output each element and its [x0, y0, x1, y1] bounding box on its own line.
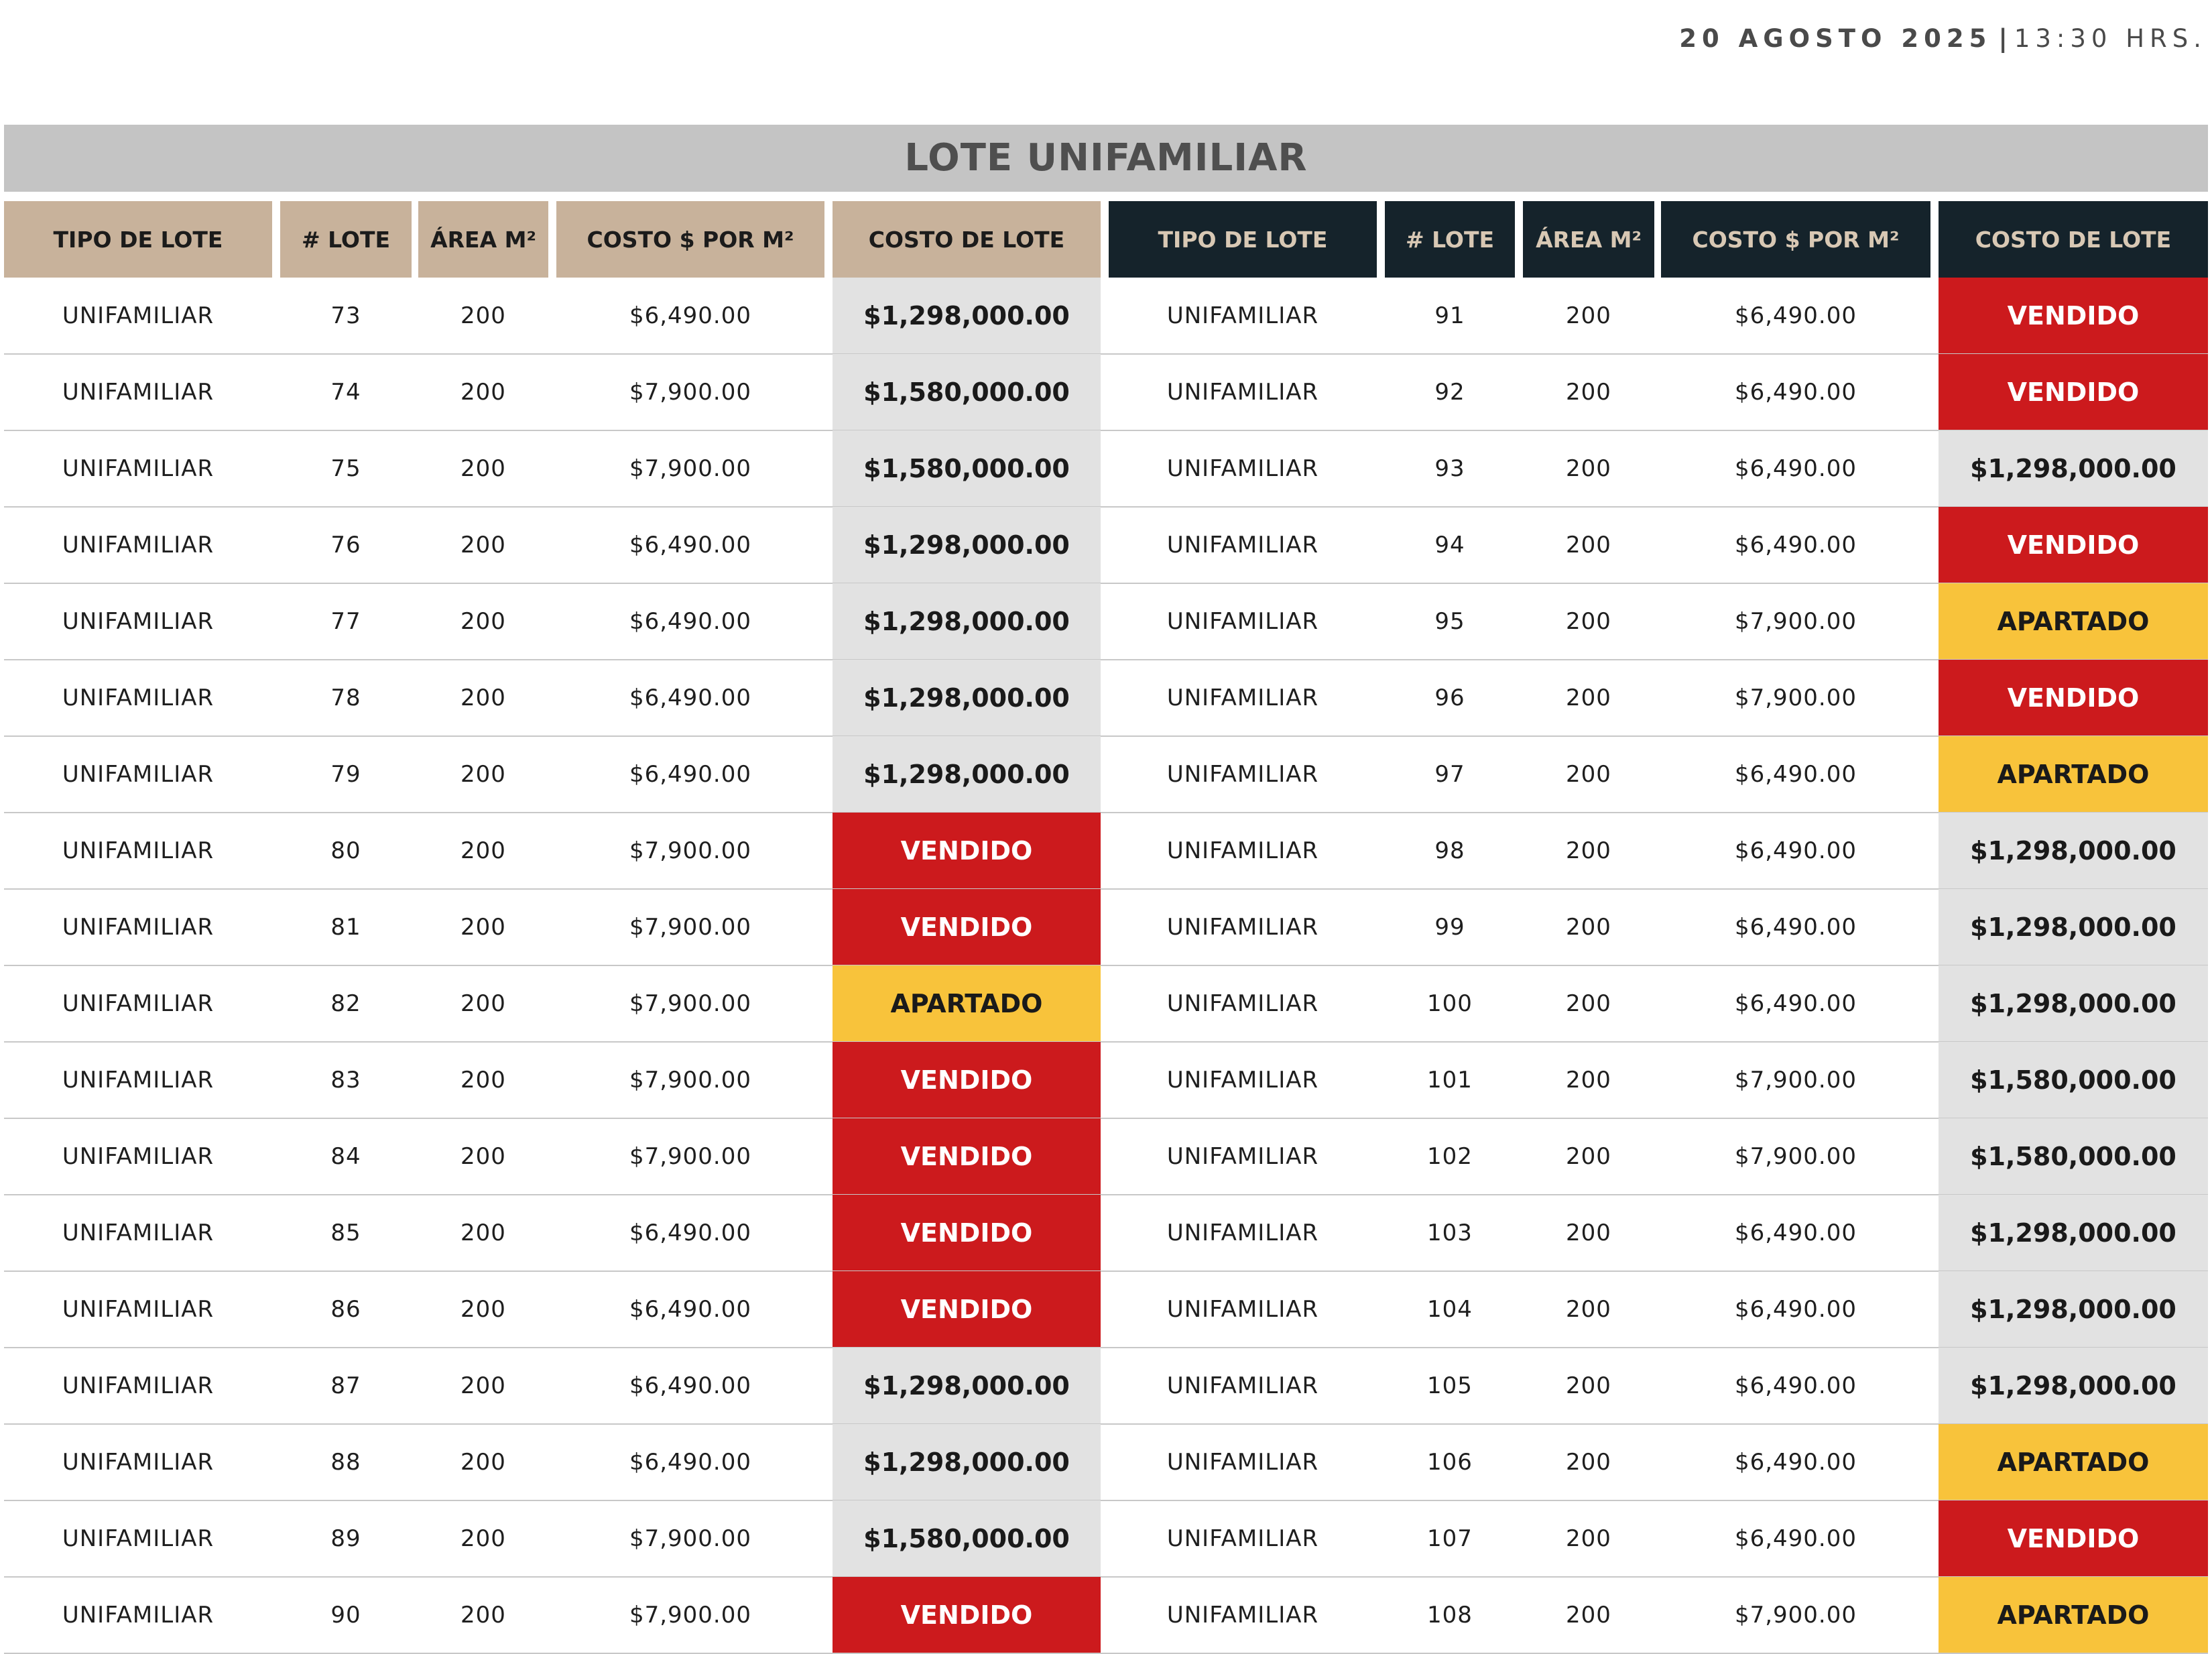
left-cell-tipo: UNIFAMILIAR — [62, 1372, 214, 1399]
right-cell-area: 200 — [1566, 455, 1611, 482]
right-cell-area: 200 — [1566, 1143, 1611, 1170]
left-cell-area: 200 — [460, 761, 506, 788]
left-cell-lote: 82 — [330, 990, 361, 1017]
right-cell-lote: 106 — [1427, 1449, 1473, 1476]
table-row — [4, 1042, 2208, 1118]
left-header-tipo: TIPO DE LOTE — [4, 201, 272, 278]
left-cell-costo-lote: VENDIDO — [833, 1042, 1101, 1118]
right-cell-tipo: UNIFAMILIAR — [1166, 1067, 1319, 1094]
right-cell-costo-m2: $6,490.00 — [1734, 990, 1857, 1017]
right-header-area: ÁREA M² — [1523, 201, 1654, 278]
left-cell-area: 200 — [460, 532, 506, 558]
left-cell-costo-m2: $6,490.00 — [629, 1220, 752, 1246]
right-cell-area: 200 — [1566, 379, 1611, 406]
left-cell-costo-lote: $1,298,000.00 — [833, 736, 1101, 813]
left-cell-costo-lote: $1,298,000.00 — [833, 583, 1101, 660]
left-cell-costo-lote: VENDIDO — [833, 1577, 1101, 1653]
right-cell-costo-lote: $1,298,000.00 — [1939, 889, 2208, 965]
left-cell-tipo: UNIFAMILIAR — [62, 1067, 214, 1094]
right-cell-area: 200 — [1566, 837, 1611, 864]
right-cell-tipo: UNIFAMILIAR — [1166, 379, 1319, 406]
right-cell-area: 200 — [1566, 1525, 1611, 1552]
right-cell-tipo: UNIFAMILIAR — [1166, 1449, 1319, 1476]
left-cell-lote: 90 — [330, 1602, 361, 1629]
left-cell-costo-lote: VENDIDO — [833, 1118, 1101, 1195]
left-cell-tipo: UNIFAMILIAR — [62, 837, 214, 864]
left-cell-costo-m2: $6,490.00 — [629, 761, 752, 788]
left-cell-lote: 78 — [330, 685, 361, 711]
table-row — [4, 736, 2208, 813]
right-cell-costo-lote: $1,298,000.00 — [1939, 1271, 2208, 1348]
left-cell-costo-lote: VENDIDO — [833, 1271, 1101, 1348]
right-cell-lote: 98 — [1434, 837, 1465, 864]
left-cell-costo-m2: $6,490.00 — [629, 302, 752, 329]
left-cell-lote: 81 — [330, 914, 361, 941]
right-cell-area: 200 — [1566, 685, 1611, 711]
left-cell-area: 200 — [460, 1143, 506, 1170]
table-row — [4, 813, 2208, 889]
left-cell-tipo: UNIFAMILIAR — [62, 685, 214, 711]
right-cell-costo-m2: $6,490.00 — [1734, 837, 1857, 864]
right-cell-tipo: UNIFAMILIAR — [1166, 990, 1319, 1017]
table-row — [4, 660, 2208, 736]
left-cell-tipo: UNIFAMILIAR — [62, 455, 214, 482]
left-cell-lote: 79 — [330, 761, 361, 788]
table-row — [4, 1577, 2208, 1653]
right-cell-tipo: UNIFAMILIAR — [1166, 1143, 1319, 1170]
right-cell-lote: 105 — [1427, 1372, 1473, 1399]
left-cell-costo-m2: $7,900.00 — [629, 1525, 752, 1552]
left-cell-costo-m2: $6,490.00 — [629, 532, 752, 558]
right-cell-area: 200 — [1566, 1449, 1611, 1476]
left-cell-area: 200 — [460, 608, 506, 635]
right-cell-tipo: UNIFAMILIAR — [1166, 685, 1319, 711]
table-row — [4, 507, 2208, 583]
left-cell-costo-m2: $7,900.00 — [629, 1067, 752, 1094]
left-cell-costo-m2: $7,900.00 — [629, 1143, 752, 1170]
right-cell-lote: 95 — [1434, 608, 1465, 635]
right-cell-area: 200 — [1566, 608, 1611, 635]
left-cell-lote: 89 — [330, 1525, 361, 1552]
right-cell-costo-lote: $1,298,000.00 — [1939, 813, 2208, 889]
right-cell-lote: 108 — [1427, 1602, 1473, 1629]
right-cell-tipo: UNIFAMILIAR — [1166, 1602, 1319, 1629]
table-row — [4, 1500, 2208, 1577]
right-cell-tipo: UNIFAMILIAR — [1166, 302, 1319, 329]
right-cell-costo-m2: $6,490.00 — [1734, 1449, 1857, 1476]
left-cell-costo-m2: $7,900.00 — [629, 837, 752, 864]
right-cell-costo-m2: $6,490.00 — [1734, 1220, 1857, 1246]
right-cell-costo-lote: $1,580,000.00 — [1939, 1118, 2208, 1195]
right-cell-costo-lote: $1,298,000.00 — [1939, 1348, 2208, 1424]
left-cell-costo-m2: $6,490.00 — [629, 1449, 752, 1476]
table-row — [4, 1348, 2208, 1424]
right-cell-costo-m2: $6,490.00 — [1734, 761, 1857, 788]
right-header-costo-m2: COSTO $ POR M² — [1661, 201, 1930, 278]
right-cell-tipo: UNIFAMILIAR — [1166, 608, 1319, 635]
left-cell-costo-m2: $7,900.00 — [629, 455, 752, 482]
right-cell-costo-m2: $6,490.00 — [1734, 914, 1857, 941]
left-cell-tipo: UNIFAMILIAR — [62, 990, 214, 1017]
left-header-area: ÁREA M² — [418, 201, 548, 278]
right-cell-area: 200 — [1566, 1220, 1611, 1246]
right-cell-area: 200 — [1566, 1296, 1611, 1323]
left-cell-lote: 74 — [330, 379, 361, 406]
left-cell-costo-lote: $1,580,000.00 — [833, 430, 1101, 507]
left-cell-area: 200 — [460, 302, 506, 329]
left-cell-area: 200 — [460, 685, 506, 711]
left-cell-lote: 85 — [330, 1220, 361, 1246]
left-cell-lote: 80 — [330, 837, 361, 864]
left-cell-tipo: UNIFAMILIAR — [62, 1143, 214, 1170]
right-cell-lote: 102 — [1427, 1143, 1473, 1170]
left-cell-lote: 88 — [330, 1449, 361, 1476]
report-time: 13:30 HRS. — [2014, 24, 2207, 53]
right-cell-area: 200 — [1566, 1067, 1611, 1094]
right-cell-lote: 100 — [1427, 990, 1473, 1017]
left-cell-area: 200 — [460, 1602, 506, 1629]
right-cell-tipo: UNIFAMILIAR — [1166, 837, 1319, 864]
right-cell-costo-lote: APARTADO — [1939, 1424, 2208, 1500]
right-cell-costo-m2: $6,490.00 — [1734, 302, 1857, 329]
left-cell-tipo: UNIFAMILIAR — [62, 532, 214, 558]
right-cell-costo-m2: $6,490.00 — [1734, 379, 1857, 406]
right-cell-costo-m2: $7,900.00 — [1734, 1067, 1857, 1094]
left-cell-lote: 84 — [330, 1143, 361, 1170]
left-cell-area: 200 — [460, 1525, 506, 1552]
left-cell-lote: 73 — [330, 302, 361, 329]
right-cell-costo-lote: $1,298,000.00 — [1939, 1195, 2208, 1271]
right-cell-costo-lote: VENDIDO — [1939, 354, 2208, 430]
left-cell-tipo: UNIFAMILIAR — [62, 379, 214, 406]
right-cell-costo-m2: $6,490.00 — [1734, 532, 1857, 558]
left-cell-lote: 86 — [330, 1296, 361, 1323]
right-cell-costo-m2: $6,490.00 — [1734, 455, 1857, 482]
table-row — [4, 1195, 2208, 1271]
left-cell-area: 200 — [460, 1220, 506, 1246]
right-cell-lote: 104 — [1427, 1296, 1473, 1323]
left-cell-tipo: UNIFAMILIAR — [62, 1296, 214, 1323]
right-cell-tipo: UNIFAMILIAR — [1166, 1296, 1319, 1323]
table-row — [4, 354, 2208, 430]
right-cell-tipo: UNIFAMILIAR — [1166, 914, 1319, 941]
left-cell-area: 200 — [460, 1296, 506, 1323]
right-cell-costo-m2: $7,900.00 — [1734, 685, 1857, 711]
left-cell-costo-m2: $7,900.00 — [629, 990, 752, 1017]
left-cell-costo-lote: VENDIDO — [833, 1195, 1101, 1271]
right-cell-lote: 96 — [1434, 685, 1465, 711]
date-separator: | — [1998, 24, 2008, 53]
left-cell-area: 200 — [460, 914, 506, 941]
right-cell-costo-lote: $1,298,000.00 — [1939, 430, 2208, 507]
left-cell-costo-lote: $1,298,000.00 — [833, 1348, 1101, 1424]
table-row — [4, 278, 2208, 354]
left-cell-costo-m2: $6,490.00 — [629, 685, 752, 711]
table-row — [4, 430, 2208, 507]
left-cell-tipo: UNIFAMILIAR — [62, 761, 214, 788]
right-cell-lote: 99 — [1434, 914, 1465, 941]
left-cell-costo-lote: VENDIDO — [833, 889, 1101, 965]
table-row — [4, 1424, 2208, 1500]
right-cell-costo-lote: VENDIDO — [1939, 507, 2208, 583]
right-cell-costo-lote: APARTADO — [1939, 583, 2208, 660]
right-cell-costo-lote: APARTADO — [1939, 1577, 2208, 1653]
page-title: LOTE UNIFAMILIAR — [4, 125, 2208, 192]
right-header-costo-lote: COSTO DE LOTE — [1939, 201, 2208, 278]
left-cell-tipo: UNIFAMILIAR — [62, 1525, 214, 1552]
right-cell-costo-m2: $7,900.00 — [1734, 1143, 1857, 1170]
right-cell-lote: 107 — [1427, 1525, 1473, 1552]
right-cell-costo-m2: $7,900.00 — [1734, 608, 1857, 635]
left-cell-costo-lote: VENDIDO — [833, 813, 1101, 889]
left-cell-costo-lote: $1,298,000.00 — [833, 507, 1101, 583]
right-cell-tipo: UNIFAMILIAR — [1166, 761, 1319, 788]
right-cell-tipo: UNIFAMILIAR — [1166, 1372, 1319, 1399]
left-cell-tipo: UNIFAMILIAR — [62, 1220, 214, 1246]
left-cell-lote: 77 — [330, 608, 361, 635]
right-cell-tipo: UNIFAMILIAR — [1166, 1220, 1319, 1246]
right-cell-costo-lote: $1,580,000.00 — [1939, 1042, 2208, 1118]
left-cell-costo-m2: $7,900.00 — [629, 914, 752, 941]
left-cell-lote: 87 — [330, 1372, 361, 1399]
left-header-costo-m2: COSTO $ POR M² — [556, 201, 824, 278]
right-cell-area: 200 — [1566, 761, 1611, 788]
right-cell-area: 200 — [1566, 990, 1611, 1017]
right-cell-area: 200 — [1566, 532, 1611, 558]
right-header-tipo: TIPO DE LOTE — [1109, 201, 1377, 278]
right-cell-area: 200 — [1566, 914, 1611, 941]
right-cell-costo-lote: VENDIDO — [1939, 278, 2208, 354]
right-cell-area: 200 — [1566, 1372, 1611, 1399]
left-cell-tipo: UNIFAMILIAR — [62, 914, 214, 941]
left-header-lote: # LOTE — [280, 201, 412, 278]
right-cell-lote: 94 — [1434, 532, 1465, 558]
right-header-lote: # LOTE — [1385, 201, 1515, 278]
left-cell-area: 200 — [460, 379, 506, 406]
left-cell-tipo: UNIFAMILIAR — [62, 1602, 214, 1629]
right-cell-costo-m2: $7,900.00 — [1734, 1602, 1857, 1629]
right-cell-costo-m2: $6,490.00 — [1734, 1525, 1857, 1552]
right-cell-lote: 92 — [1434, 379, 1465, 406]
left-cell-lote: 76 — [330, 532, 361, 558]
left-cell-tipo: UNIFAMILIAR — [62, 608, 214, 635]
right-cell-area: 200 — [1566, 1602, 1611, 1629]
left-cell-area: 200 — [460, 1067, 506, 1094]
right-cell-costo-lote: VENDIDO — [1939, 660, 2208, 736]
left-cell-costo-m2: $7,900.00 — [629, 379, 752, 406]
right-cell-lote: 101 — [1427, 1067, 1473, 1094]
left-cell-costo-lote: $1,298,000.00 — [833, 1424, 1101, 1500]
left-cell-area: 200 — [460, 1449, 506, 1476]
table-row — [4, 583, 2208, 660]
left-cell-costo-lote: $1,298,000.00 — [833, 660, 1101, 736]
right-cell-costo-lote: $1,298,000.00 — [1939, 965, 2208, 1042]
right-cell-lote: 103 — [1427, 1220, 1473, 1246]
table-row — [4, 1271, 2208, 1348]
right-cell-lote: 93 — [1434, 455, 1465, 482]
left-cell-area: 200 — [460, 990, 506, 1017]
left-cell-costo-m2: $6,490.00 — [629, 608, 752, 635]
left-cell-costo-lote: $1,580,000.00 — [833, 1500, 1101, 1577]
right-cell-costo-m2: $6,490.00 — [1734, 1296, 1857, 1323]
right-cell-lote: 97 — [1434, 761, 1465, 788]
table-row — [4, 889, 2208, 965]
table-row — [4, 1118, 2208, 1195]
left-cell-costo-lote: $1,298,000.00 — [833, 278, 1101, 354]
right-cell-area: 200 — [1566, 302, 1611, 329]
right-cell-costo-m2: $6,490.00 — [1734, 1372, 1857, 1399]
left-cell-area: 200 — [460, 837, 506, 864]
right-cell-lote: 91 — [1434, 302, 1465, 329]
left-cell-area: 200 — [460, 1372, 506, 1399]
left-header-costo-lote: COSTO DE LOTE — [833, 201, 1101, 278]
table-row — [4, 965, 2208, 1042]
right-cell-costo-lote: VENDIDO — [1939, 1500, 2208, 1577]
left-cell-area: 200 — [460, 455, 506, 482]
date-time-header — [1679, 24, 2207, 53]
left-cell-costo-lote: $1,580,000.00 — [833, 354, 1101, 430]
left-cell-tipo: UNIFAMILIAR — [62, 302, 214, 329]
left-cell-lote: 75 — [330, 455, 361, 482]
left-cell-tipo: UNIFAMILIAR — [62, 1449, 214, 1476]
right-cell-costo-lote: APARTADO — [1939, 736, 2208, 813]
left-cell-costo-m2: $7,900.00 — [629, 1602, 752, 1629]
right-cell-tipo: UNIFAMILIAR — [1166, 455, 1319, 482]
report-date: 20 AGOSTO 2025 — [1679, 24, 1992, 53]
left-cell-costo-m2: $6,490.00 — [629, 1372, 752, 1399]
left-cell-costo-lote: APARTADO — [833, 965, 1101, 1042]
right-cell-tipo: UNIFAMILIAR — [1166, 532, 1319, 558]
right-cell-tipo: UNIFAMILIAR — [1166, 1525, 1319, 1552]
left-cell-costo-m2: $6,490.00 — [629, 1296, 752, 1323]
left-cell-lote: 83 — [330, 1067, 361, 1094]
